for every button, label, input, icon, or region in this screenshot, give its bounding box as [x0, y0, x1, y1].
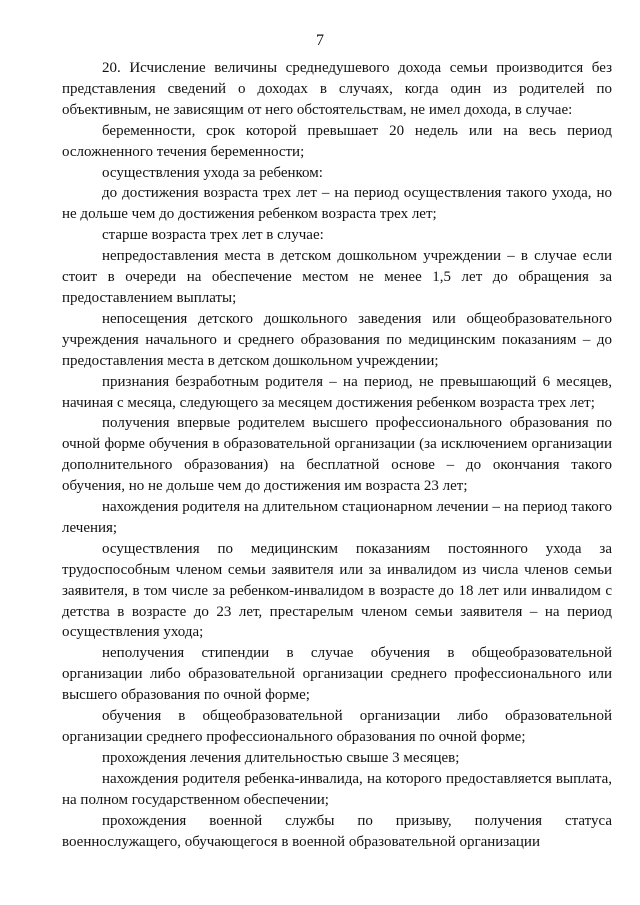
paragraph-inpatient-treatment: нахождения родителя на длительном стационарном лечении – на период такого лечения; — [62, 499, 612, 536]
paragraph-full-time-study: обучения в общеобразовательной организации либо образовательной организации среднего профессионального образования по очной форме; — [62, 708, 612, 745]
paragraph-no-preschool-place: непредоставления места в детском дошкольном учреждении – в случае если стоит в очереди на обеспечение местом не менее 1,5 лет до обращения за предоставлением выплаты; — [62, 248, 612, 306]
page-number: 7 — [316, 32, 324, 49]
paragraph-higher-education: получения впервые родителем высшего профессионального образования по очной форме обучения в образовательной организации (за исключением организации дополнительного образования) на бесплатной основе – до окончания такого обучения, но не дольше чем до достижения им возраста 23 лет; — [62, 415, 612, 495]
paragraph-over-three: старше возраста трех лет в случае: — [102, 227, 324, 244]
paragraph-family-care: осуществления по медицинским показаниям постоянного ухода за трудоспособным членом семьи заявителя или за инвалидом из числа членов семьи заявителя, в том числе за ребенком-инвалидом в возрасте до 18 лет или инвалидом с детства в возрасте до 23 лет, престарелым членом семьи заявителя – на период осуществления ухода; — [62, 540, 612, 641]
paragraph-20-intro: 20. Исчисление величины среднедушевого дохода семьи производится без представления сведений о доходах в случаях, когда один из родителей по объективным, не зависящим от него обстоятельствам, не имел дохода, в случае: — [62, 60, 612, 118]
paragraph-long-treatment: прохождения лечения длительностью свыше 3 месяцев; — [102, 749, 460, 766]
paragraph-medical-non-attendance: непосещения детского дошкольного заведения или общеобразовательного учреждения начального и среднего образования по медицинским показаниям – до предоставления места в детском дошкольном учреждении; — [62, 310, 612, 369]
paragraph-state-support: нахождения родителя ребенка-инвалида, на которого предоставляется выплата, на полном государственном обеспечении; — [62, 770, 612, 808]
paragraph-no-scholarship: неполучения стипендии в случае обучения в общеобразовательной организации либо образовательной организации среднего профессионального или высшего образования по очной форме; — [62, 645, 612, 704]
paragraph-under-three: до достижения возраста трех лет – на период осуществления такого ухода, но не дольше чем до достижения ребенком возраста трех лет; — [62, 185, 612, 223]
paragraph-child-care: осуществления ухода за ребенком: — [102, 164, 323, 181]
paragraph-unemployed: признания безработным родителя – на период, не превышающий 6 месяцев, начиная с месяца, следующего за месяцем достижения ребенком возраста трех лет; — [62, 373, 612, 411]
document-body — [62, 58, 612, 852]
paragraph-pregnancy: беременности, срок которой превышает 20 недель или на весь период осложненного течения беременности; — [62, 122, 612, 160]
paragraph-military-service: прохождения военной службы по призыву, получения статуса военнослужащего, обучающегося в военной образовательной организации — [62, 812, 612, 850]
